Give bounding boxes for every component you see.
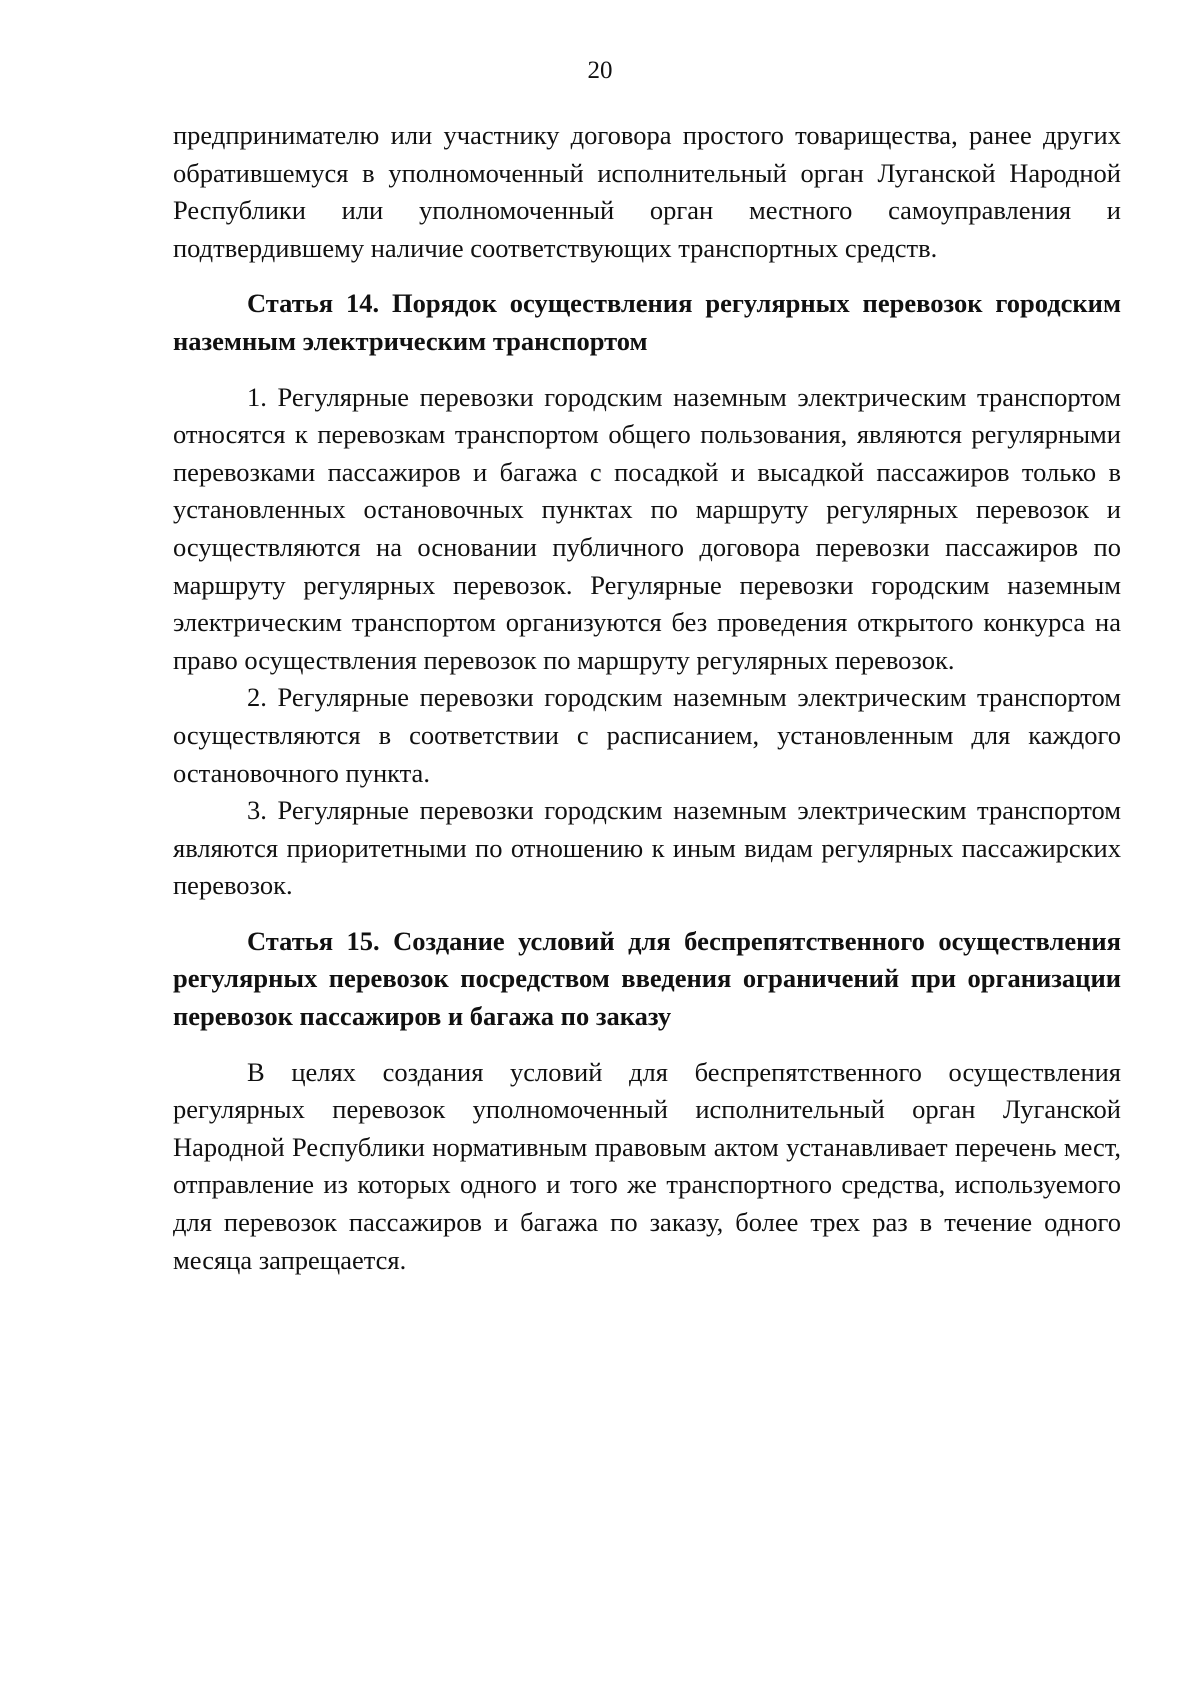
article-14-heading: Статья 14. Порядок осуществления регулярных перевозок городским наземным электрическим транспортом xyxy=(173,288,1121,356)
article-15-paragraph-1: В целях создания условий для беспрепятственного осуществления регулярных перевозок уполномоченный исполнительный орган Луганской Народной Республики нормативным правовым актом устанавливает перечень мест, отправление из которых одного и того же транспортного средства, используемого для перевозок пассажиров и багажа по заказу, более трех раз в течение одного месяца запрещается. xyxy=(173,1056,1121,1275)
article-14-paragraph-1: 1. Регулярные перевозки городским наземным электрическим транспортом относятся к перевозкам транспортом общего пользования, являются регулярными перевозками пассажиров и багажа с посадкой и высадкой пассажиров только в установленных остановочных пунктах по маршруту регулярных перевозок и осуществляются на основании публичного договора перевозки пассажиров по маршруту регулярных перевозок. Регулярные перевозки городским наземным электрическим транспортом организуются без проведения открытого конкурса на право осуществления перевозок по маршруту регулярных перевозок. xyxy=(173,381,1121,675)
document-body xyxy=(173,117,1121,1279)
page-number: 20 xyxy=(587,57,613,84)
article-15-heading: Статья 15. Создание условий для беспрепятственного осуществления регулярных перевозок посредством введения ограничений при организации перевозок пассажиров и багажа по заказу xyxy=(173,925,1121,1032)
article-14-paragraph-2: 2. Регулярные перевозки городским наземным электрическим транспортом осуществляются в соответствии с расписанием, установленным для каждого остановочного пункта. xyxy=(173,682,1121,788)
intro-paragraph: предпринимателю или участнику договора простого товарищества, ранее других обратившемуся в уполномоченный исполнительный орган Луганской Народной Республики или уполномоченный орган местного самоуправления и подтвердившему наличие соответствующих транспортных средств. xyxy=(173,120,1121,263)
article-14-paragraph-3: 3. Регулярные перевозки городским наземным электрическим транспортом являются приоритетными по отношению к иным видам регулярных пассажирских перевозок. xyxy=(173,795,1121,901)
